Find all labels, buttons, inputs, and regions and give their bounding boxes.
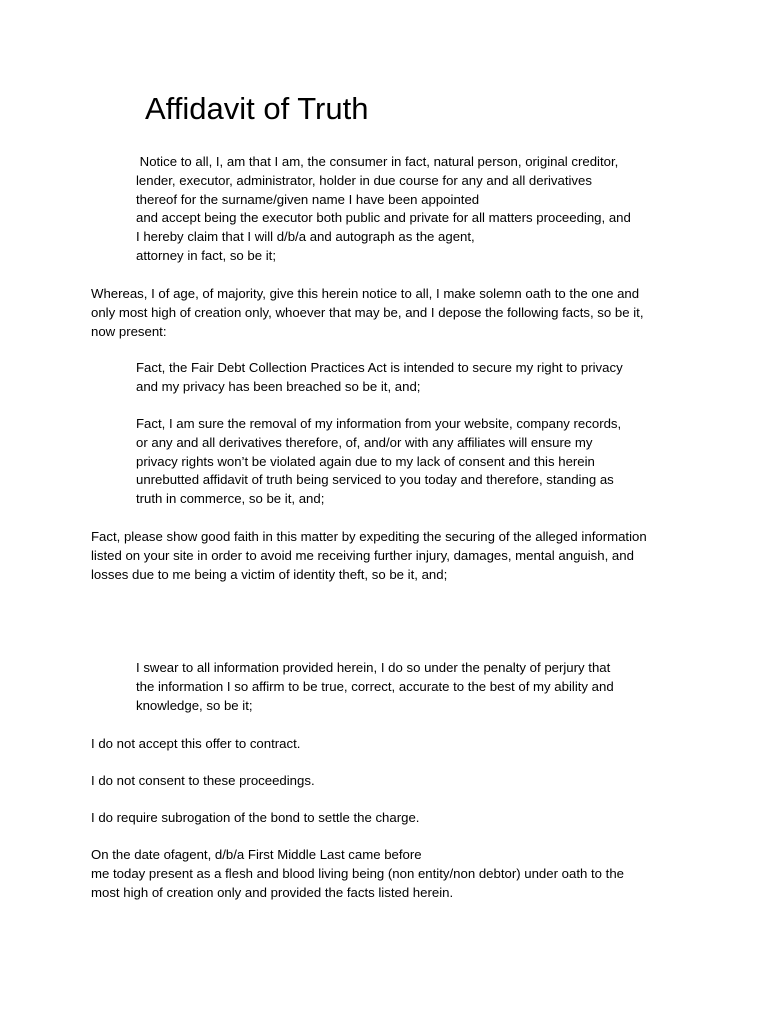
- statement-line: I do require subrogation of the bond to settle the charge.: [91, 810, 420, 825]
- fact-privacy-paragraph: [136, 359, 623, 397]
- no-contract-statement: [91, 735, 300, 754]
- notice-line: I hereby claim that I will d/b/a and autograph as the agent,: [136, 229, 475, 245]
- fact-line: privacy rights won’t be violated again due to my lack of consent and this herein: [136, 453, 595, 469]
- statement-line: I do not consent to these proceedings.: [91, 773, 315, 788]
- oath-line: the information I so affirm to be true, correct, accurate to the best of my ability and: [136, 678, 614, 694]
- whereas-paragraph: [91, 285, 643, 341]
- notice-line: attorney in fact, so be it;: [136, 247, 277, 263]
- fact-line: listed on your site in order to avoid me receiving further injury, damages, mental anguish, and: [91, 547, 634, 563]
- fact-line: Fact, the Fair Debt Collection Practices Act is intended to secure my right to privacy: [136, 360, 623, 375]
- fact-line: or any and all derivatives therefore, of, and/or with any affiliates will ensure my: [136, 434, 593, 450]
- no-consent-statement: [91, 772, 315, 791]
- whereas-line: only most high of creation only, whoever that may be, and I depose the following facts, so be it,: [91, 304, 644, 320]
- fact-line: Fact, I am sure the removal of my information from your website, company records,: [136, 416, 622, 431]
- fact-line: and my privacy has been breached so be it, and;: [136, 378, 421, 394]
- subrogation-statement: [91, 809, 419, 828]
- whereas-line: Whereas, I of age, of majority, give this herein notice to all, I make solemn oath to the one and: [91, 286, 640, 301]
- notice-line: lender, executor, administrator, holder in due course for any and all derivatives: [136, 172, 592, 188]
- statement-line: I do not accept this offer to contract.: [91, 736, 301, 751]
- closing-line: me today present as a flesh and blood living being (non entity/non debtor) under oath to the: [91, 865, 624, 881]
- notice-line: and accept being the executor both public and private for all matters proceeding, and: [136, 210, 631, 226]
- oath-line: I swear to all information provided herein, I do so under the penalty of perjury that: [136, 660, 611, 675]
- fact-line: unrebutted affidavit of truth being serviced to you today and therefore, standing as: [136, 472, 614, 488]
- notice-line: thereof for the surname/given name I have been appointed: [136, 191, 480, 207]
- oath-line: knowledge, so be it;: [136, 697, 253, 713]
- notice-paragraph: [136, 153, 631, 266]
- closing-paragraph: [91, 846, 624, 902]
- fact-line: Fact, please show good faith in this matter by expediting the securing of the alleged information: [91, 529, 647, 544]
- whereas-line: now present:: [91, 323, 167, 339]
- fact-line: truth in commerce, so be it, and;: [136, 491, 325, 507]
- fact-line: losses due to me being a victim of identity theft, so be it, and;: [91, 566, 448, 582]
- notice-line: Notice to all, I, am that I am, the consumer in fact, natural person, original creditor,: [136, 154, 619, 169]
- fact-good-faith-paragraph: [91, 528, 647, 584]
- closing-line: On the date ofagent, d/b/a First Middle Last came before: [91, 847, 422, 862]
- oath-paragraph: [136, 659, 614, 715]
- document-title: Affidavit of Truth: [145, 91, 369, 126]
- closing-line: most high of creation only and provided the facts listed herein.: [91, 884, 454, 900]
- fact-removal-paragraph: [136, 415, 621, 509]
